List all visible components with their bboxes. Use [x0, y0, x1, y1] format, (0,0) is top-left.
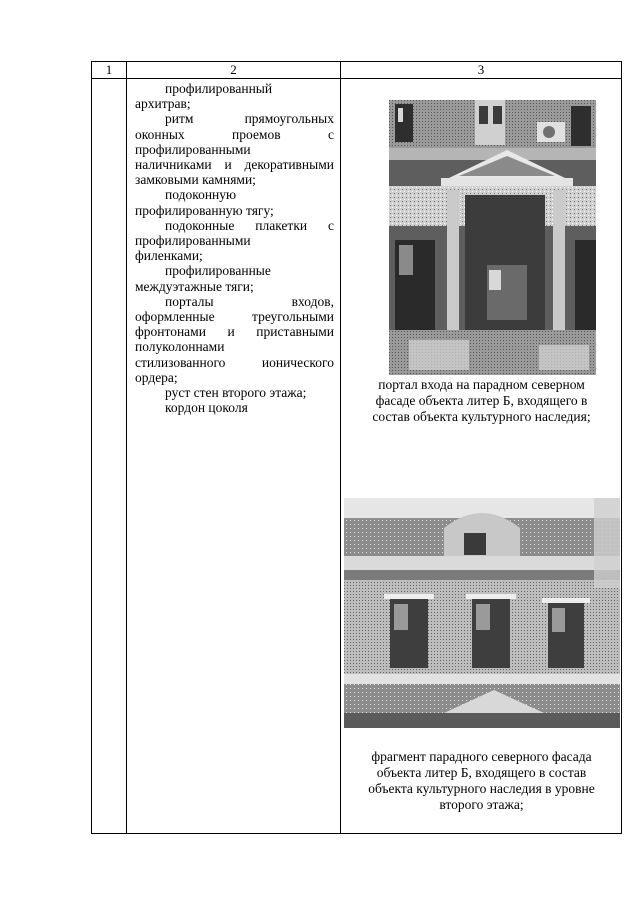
- list-item-continuation: замковыми камнями;: [135, 172, 256, 188]
- list-item-continuation: архитрав;: [135, 96, 191, 112]
- list-item-continuation: наличниками и декоративными: [135, 157, 334, 173]
- portal-caption: [345, 377, 618, 425]
- list-item-continuation: филенками;: [135, 248, 203, 264]
- list-item-continuation: оконных проемов с: [135, 126, 334, 142]
- list-item-text: руст стен второго этажа;: [165, 385, 307, 401]
- list-item-continuation: ордера;: [135, 369, 178, 385]
- header-row: [92, 62, 622, 79]
- facade-caption-line: второго этажа;: [439, 797, 524, 812]
- list-item-text: профилированный: [165, 81, 273, 96]
- photos-cell: [341, 79, 622, 834]
- list-item-text: ритм прямоугольных: [165, 111, 334, 127]
- list-item: [135, 294, 334, 309]
- list-item-continuation: междуэтажные тяги;: [135, 278, 254, 294]
- elements-list-cell: [127, 79, 341, 834]
- list-item-text: профилированные: [165, 263, 271, 279]
- list-item: [135, 218, 334, 233]
- portal-caption-line: состав объекта культурного наследия;: [372, 409, 591, 424]
- portal-caption-line: фасаде объекта литер Б, входящего в: [375, 393, 588, 408]
- list-item: [135, 81, 334, 96]
- header-col-2: 2: [127, 62, 341, 79]
- content-row: [92, 79, 622, 834]
- list-item-text: порталы входов,: [165, 293, 334, 309]
- number-cell: [92, 79, 127, 834]
- list-item: [135, 400, 334, 415]
- list-item: [135, 187, 334, 202]
- header-col-1: 1: [92, 62, 127, 79]
- list-item: [135, 385, 334, 400]
- facade-photo: [344, 498, 620, 728]
- list-item-continuation: профилированную тягу;: [135, 202, 274, 218]
- list-item-continuation: фронтонами и приставными: [135, 324, 334, 340]
- facade-caption: [345, 749, 618, 813]
- content-table: [91, 61, 622, 834]
- list-item-continuation: профилированными: [135, 233, 251, 249]
- list-item-text: кордон цоколя: [165, 400, 248, 416]
- list-item-continuation: полуколоннами: [135, 339, 225, 355]
- facade-caption-line: фрагмент парадного северного фасада: [371, 749, 592, 764]
- facade-caption-line: объекта культурного наследия в уровне: [368, 781, 595, 796]
- list-item-text: подоконную: [165, 187, 237, 203]
- list-item-continuation: оформленные треугольными: [135, 309, 334, 325]
- list-item: [135, 111, 334, 126]
- list-item-text: подоконные плакетки с: [165, 217, 334, 233]
- portal-photo: [389, 100, 596, 375]
- list-item-continuation: профилированными: [135, 141, 251, 157]
- elements-list: [135, 81, 334, 415]
- header-col-3: 3: [341, 62, 622, 79]
- list-item: [135, 263, 334, 278]
- list-item-continuation: стилизованного ионического: [135, 354, 334, 370]
- portal-caption-line: портал входа на парадном северном: [378, 377, 585, 392]
- facade-caption-line: объекта литер Б, входящего в состав: [376, 765, 587, 780]
